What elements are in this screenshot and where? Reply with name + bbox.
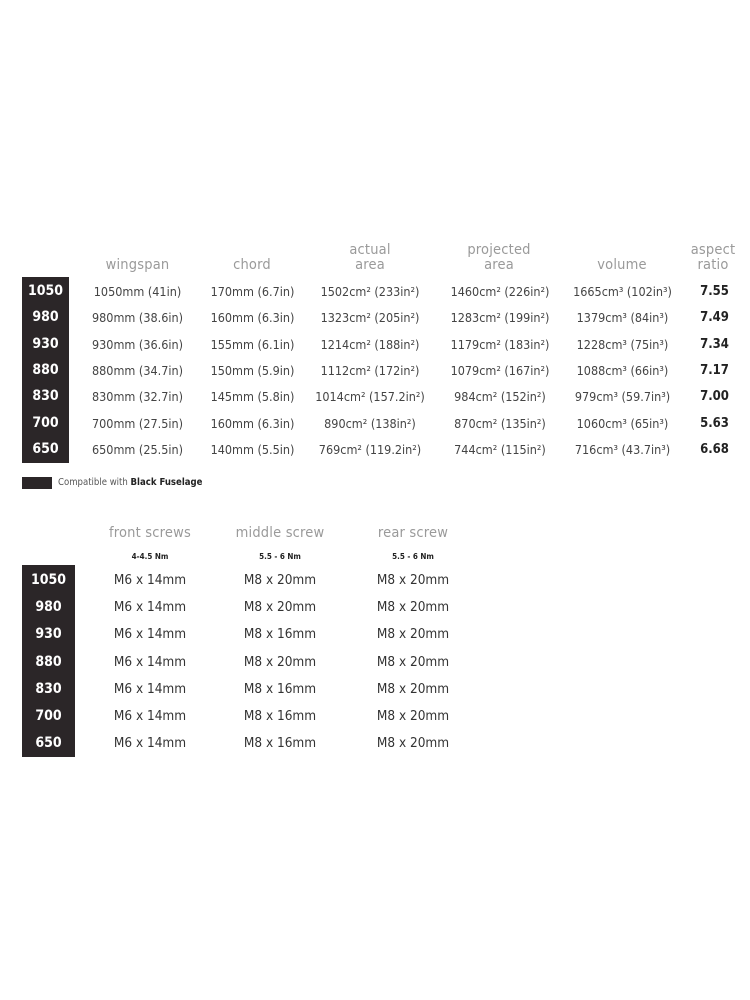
spec-cell-volume: 1379cm³ (84in³) [576,310,669,325]
legend-swatch [22,477,52,489]
size-badge: 880 [32,362,59,378]
screw-size-badge: 980 [35,599,62,615]
screw-size-badge: 650 [35,735,62,751]
spec-cell-volume: 1088cm³ (66in³) [576,363,669,378]
screw-cell-front: M6 x 14mm [113,735,187,751]
spec-cell-chord: 145mm (5.8in) [210,389,295,404]
spec-cell-volume: 1665cm³ (102in³) [573,284,672,299]
size-badge: 700 [32,415,59,431]
spec-cell-actual-area: 1502cm² (233in²) [320,284,420,299]
screw-cell-rear: M8 x 20mm [376,735,450,751]
spec-cell-actual-area: 769cm² (119.2in²) [318,442,422,457]
screw-size-badge: 1050 [30,572,67,588]
header-front-screws: front screws [108,525,192,541]
spec-cell-projected-area: 870cm² (135in²) [454,416,546,431]
screw-cell-middle: M8 x 16mm [243,681,317,697]
spec-cell-volume: 1060cm³ (65in³) [576,416,669,431]
screw-cell-front: M6 x 14mm [113,599,187,615]
spec-cell-aspect-ratio: 7.17 [700,363,729,378]
header-chord: chord [233,257,271,273]
spec-cell-chord: 150mm (5.9in) [210,363,295,378]
size-badge: 830 [32,388,59,404]
screw-size-badge: 700 [35,708,62,724]
screw-cell-rear: M8 x 20mm [376,626,450,642]
torque-front: 4-4.5 Nm [131,552,169,561]
screw-cell-middle: M8 x 16mm [243,708,317,724]
size-badge: 930 [32,336,59,352]
torque-middle: 5.5 - 6 Nm [259,552,301,561]
screw-cell-middle: M8 x 20mm [243,599,317,615]
header-rear-screw: rear screw [377,525,449,541]
spec-cell-aspect-ratio: 7.00 [700,389,729,404]
spec-cell-volume: 979cm³ (59.7in³) [574,389,671,404]
spec-cell-actual-area: 1014cm² (157.2in²) [315,389,425,404]
spec-cell-actual-area: 890cm² (138in²) [324,416,416,431]
spec-cell-aspect-ratio: 7.55 [700,284,729,299]
spec-cell-wingspan: 880mm (34.7in) [91,363,183,378]
spec-cell-aspect-ratio: 5.63 [700,416,729,431]
size-badge: 1050 [27,283,64,299]
spec-cell-projected-area: 1179cm² (183in²) [450,337,550,352]
spec-cell-wingspan: 650mm (25.5in) [91,442,183,457]
screw-size-badge: 930 [35,626,62,642]
screw-cell-middle: M8 x 20mm [243,572,317,588]
spec-cell-actual-area: 1323cm² (205in²) [320,310,420,325]
spec-cell-actual-area: 1112cm² (172in²) [320,363,420,378]
screw-cell-middle: M8 x 16mm [243,626,317,642]
screw-size-badge: 880 [35,654,62,670]
spec-cell-volume: 1228cm³ (75in³) [576,337,669,352]
spec-cell-volume: 716cm³ (43.7in³) [574,442,671,457]
spec-cell-chord: 170mm (6.7in) [210,284,295,299]
size-badge-column [22,277,69,463]
torque-rear: 5.5 - 6 Nm [392,552,434,561]
screw-cell-front: M6 x 14mm [113,572,187,588]
spec-cell-aspect-ratio: 7.49 [700,310,729,325]
screw-cell-front: M6 x 14mm [113,654,187,670]
screw-cell-rear: M8 x 20mm [376,572,450,588]
screw-cell-rear: M8 x 20mm [376,681,450,697]
spec-cell-wingspan: 980mm (38.6in) [91,310,183,325]
spec-cell-chord: 140mm (5.5in) [210,442,295,457]
screw-cell-front: M6 x 14mm [113,708,187,724]
legend-text: Compatible with Black Fuselage [58,477,203,488]
screw-cell-rear: M8 x 20mm [376,599,450,615]
size-badge: 650 [32,441,59,457]
spec-cell-wingspan: 830mm (32.7in) [91,389,183,404]
spec-cell-aspect-ratio: 7.34 [700,337,729,352]
spec-cell-chord: 160mm (6.3in) [210,310,295,325]
screw-cell-front: M6 x 14mm [113,626,187,642]
header-aspect-ratio: aspect ratio [690,242,736,273]
spec-cell-projected-area: 984cm² (152in²) [454,389,546,404]
header-projected-area: projected area [467,242,531,273]
spec-cell-wingspan: 1050mm (41in) [93,284,182,299]
screw-size-badge-column [22,565,75,757]
spec-cell-chord: 155mm (6.1in) [210,337,295,352]
spec-cell-chord: 160mm (6.3in) [210,416,295,431]
spec-cell-projected-area: 744cm² (115in²) [454,442,546,457]
header-middle-screw: middle screw [235,525,325,541]
spec-cell-actual-area: 1214cm² (188in²) [320,337,420,352]
screw-cell-rear: M8 x 20mm [376,708,450,724]
spec-cell-projected-area: 1079cm² (167in²) [450,363,550,378]
spec-cell-wingspan: 930mm (36.6in) [91,337,183,352]
screw-size-badge: 830 [35,681,62,697]
header-wingspan: wingspan [105,257,170,273]
header-volume: volume [597,257,647,273]
header-actual-area: actual area [349,242,391,273]
screw-cell-middle: M8 x 16mm [243,735,317,751]
spec-cell-projected-area: 1460cm² (226in²) [450,284,550,299]
spec-cell-wingspan: 700mm (27.5in) [91,416,183,431]
screw-cell-rear: M8 x 20mm [376,654,450,670]
screw-cell-front: M6 x 14mm [113,681,187,697]
size-badge: 980 [32,309,59,325]
screw-cell-middle: M8 x 20mm [243,654,317,670]
spec-cell-projected-area: 1283cm² (199in²) [450,310,550,325]
spec-cell-aspect-ratio: 6.68 [700,442,729,457]
